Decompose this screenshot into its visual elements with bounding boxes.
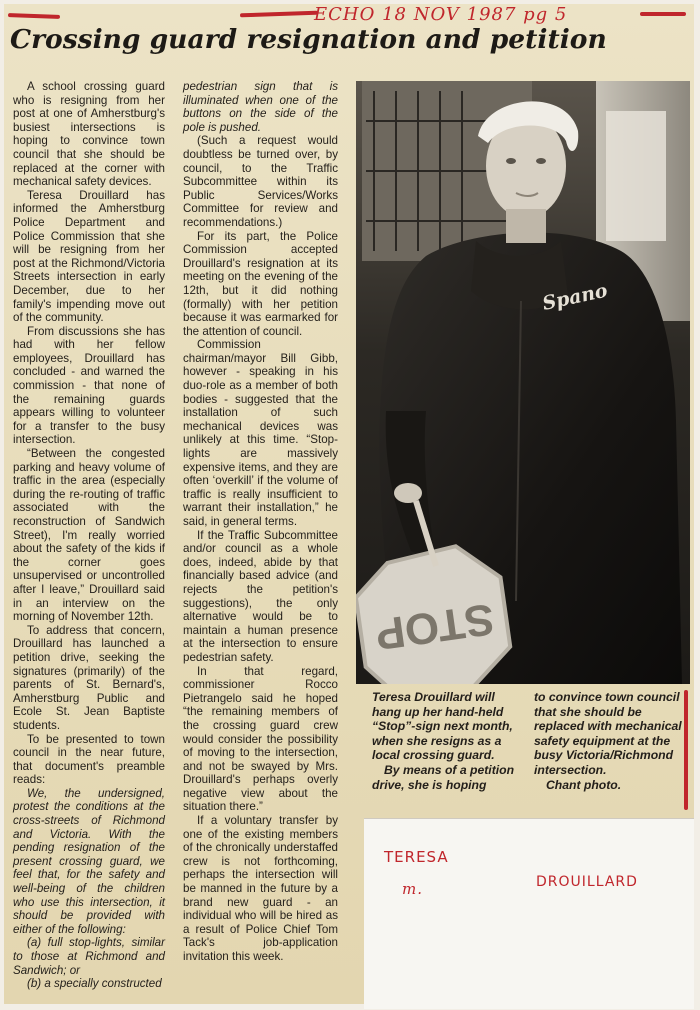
article-paragraph: (a) full stop-lights, similar to those at Richmond and Sandwich; or bbox=[13, 936, 165, 977]
article-paragraph: If a voluntary transfer by one of the existing members of the chronically understaffed crew is not forthcoming, perhaps the intersection will be manned in the future by a brand new guard - an individual who will be hired as a result of Police Chief Tom Tack's job-application invitation this week. bbox=[183, 814, 338, 963]
article-paragraph: For its part, the Police Commission accepted Drouillard's resignation at its meeting on the evening of the 12th, but it did nothing (formally) with her petition because it was earmarked for the attention of council. bbox=[183, 229, 338, 338]
photo-caption-left bbox=[372, 690, 518, 792]
article-paragraph: To address that concern, Drouillard has launched a petition drive, seeking the signatures (primarily) of the parents of St. Bernard's, Amherstburg Public and Ecole St. Jean Baptiste students. bbox=[13, 623, 165, 732]
handwritten-name-last: DROUILLARD bbox=[536, 874, 638, 890]
article-paragraph: In that regard, commissioner Rocco Pietrangelo said he hoped “the remaining members of the crossing guard crew would consider the possibility of moving to the intersection, and not be swayed by Mrs. Drouillard's perhaps overly negative view about the situation there.” bbox=[183, 664, 338, 814]
article-paragraph: pedestrian sign that is illuminated when one of the buttons on the side of the pole is pushed. bbox=[183, 80, 338, 134]
article-paragraph: “Between the congested parking and heavy volume of traffic in the area (especially during the re-routing of traffic associated with the reconstruction of Sandwich Street), I'm really worried about the safety of the kids if the corner goes unsupervised or uncontrolled after I leave,” Drouillard said in an interview on the morning of November 12th. bbox=[13, 447, 165, 624]
red-marker-stroke-right bbox=[640, 12, 686, 16]
article-column-2 bbox=[183, 80, 338, 964]
photo-caption-right bbox=[534, 690, 690, 792]
article-paragraph: (b) a specially constructed bbox=[27, 977, 162, 991]
handwritten-name-first: TERESA bbox=[384, 848, 449, 866]
jacket-logo: Spano bbox=[540, 279, 610, 315]
red-marker-stroke-edge bbox=[684, 690, 688, 810]
svg-text:STOP: STOP bbox=[372, 593, 498, 659]
headline: Crossing guard resignation and petition bbox=[10, 24, 607, 55]
caption-part-2: By means of a petition drive, she is hoping bbox=[372, 762, 515, 792]
source-note: ECHO 18 NOV 1987 pg 5 bbox=[314, 4, 568, 25]
article-column-1 bbox=[13, 80, 165, 991]
article-paragraph: (Such a request would doubtless be turned over, by council, to the Traffic Subcommittee within its Public Services/Works Committee for review and recommendations.) bbox=[183, 134, 338, 229]
article-paragraph: To be presented to town council in the near future, that document's preamble reads: bbox=[13, 732, 165, 787]
article-paragraph: Commission chairman/mayor Bill Gibb, however - speaking in his duo-role as a member of both bodies - suggested that the installation of such mechanical devices was unlikely at this time. “Stop-lights are massively expensive items, and they are often ‘overkill’ if the volume of traffic is really insufficient to warrant their installation,” he said, in general terms. bbox=[183, 338, 338, 528]
article-paragraph: A school crossing guard who is resigning from her post at one of Amherstburg's busiest intersections is hoping to convince town council that she should be replaced at the corner with mechanical safety devices. bbox=[13, 80, 165, 189]
photo-credit: Chant photo. bbox=[546, 777, 622, 792]
handwritten-name-middle: m. bbox=[402, 880, 423, 898]
article-paragraph: Teresa Drouillard has informed the Amherstburg Police Department and Police Commission that she will be resigning from her post at the Richmond/Victoria Streets intersection in early December, due to her family's impending move out of the community. bbox=[13, 188, 165, 325]
caption-part-3: to convince town council that she should be replaced with mechanical safety equipment at the busy Victoria/Richmond intersection. bbox=[534, 690, 682, 777]
photo bbox=[356, 81, 690, 684]
article-paragraph: We, the undersigned, protest the conditions at the cross-streets of Richmond and Victoria. With the pending resignation of the present crossing guard, we feel that, for the safety and well-being of the children who use this intersection, it should be provided with either of the following: bbox=[13, 786, 165, 936]
caption-part-1: Teresa Drouillard will hang up her hand-held “Stop”-sign next month, when she resigns as a local crossing guard. bbox=[372, 690, 513, 763]
article-paragraph: If the Traffic Subcommittee and/or council as a whole does, indeed, abide by that financially based advice (and rejects the petition's suggestions), the only alternative would be to maintain a human presence at the intersection to ensure pedestrian safety. bbox=[183, 528, 338, 664]
article-paragraph: From discussions she has had with her fellow employees, Drouillard has concluded - and warned the commission - that none of the remaining guards appears willing to volunteer for a transfer to the busy intersection. bbox=[13, 324, 165, 447]
photo-illustration bbox=[356, 81, 690, 684]
handwritten-note-card bbox=[364, 818, 694, 1009]
